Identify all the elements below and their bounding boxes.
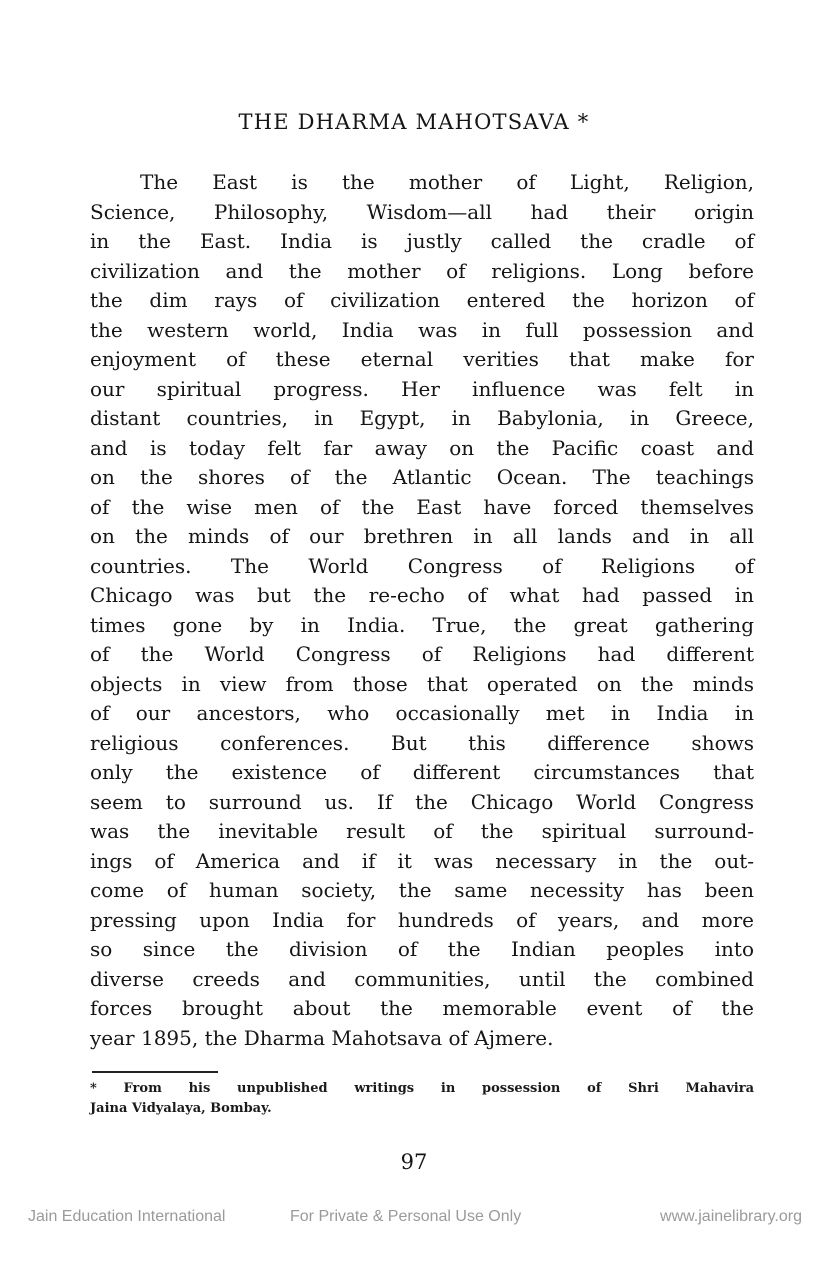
body-line: of the World Congress of Religions had different [90,642,754,666]
body-line: objects in view from those that operated on the minds [90,671,754,696]
body-line: and is today felt far away on the Pacific coast and [90,435,754,460]
body-line: pressing upon India for hundreds of years, and more [90,907,754,932]
body-line: our spiritual progress. Her influence was felt in [90,376,754,401]
body-line: diverse creeds and communities, until the combined [90,966,754,991]
body-line: civilization and the mother of religions. Long before [90,258,754,283]
chapter-title: THE DHARMA MAHOTSAVA * [238,110,590,134]
body-line: countries. The World Congress of Religions of [90,553,754,578]
footnote-rule [92,1071,218,1073]
footer-website: www.jainelibrary.org [660,1208,802,1225]
body-line: of the wise men of the East have forced themselves [90,494,754,519]
body-line: distant countries, in Egypt, in Babylonia, in Greece, [90,406,754,430]
body-line: Chicago was but the re-echo of what had passed in [90,583,754,607]
body-line: the western world, India was in full possession and [90,317,754,342]
footer [0,1208,828,1232]
footnote-line: Jaina Vidyalaya, Bombay. [90,1101,272,1116]
body-line: the dim rays of civilization entered the horizon of [90,288,754,312]
body-line: come of human society, the same necessity has been [90,878,754,902]
body-line: Science, Philosophy, Wisdom—all had their origin [90,199,754,224]
body-line: forces brought about the memorable event of the [90,996,754,1020]
body-line: times gone by in India. True, the great gathering [90,612,754,637]
footnote [90,1079,754,1119]
body-line: The East is the mother of Light, Religion, [140,170,754,194]
body-text [90,168,754,1053]
footer-publisher: Jain Education International [28,1208,226,1225]
body-line: enjoyment of these eternal verities that make for [90,347,754,371]
body-line: of our ancestors, who occasionally met in India in [90,701,754,725]
body-line: on the shores of the Atlantic Ocean. The teachings [90,465,754,489]
body-line: ings of America and if it was necessary in the out- [90,848,754,873]
body-line: only the existence of different circumstances that [90,760,754,784]
page-number: 97 [400,1150,428,1174]
body-line: on the minds of our brethren in all lands and in all [90,524,754,548]
footnote-line: * From his unpublished writings in possession of Shri Mahavira [90,1081,754,1096]
body-line: seem to surround us. If the Chicago World Congress [90,789,754,814]
body-line: in the East. India is justly called the cradle of [90,229,754,253]
body-line: was the inevitable result of the spiritual surround- [90,819,754,843]
body-line: religious conferences. But this difference shows [90,730,754,755]
body-line: so since the division of the Indian peoples into [90,937,754,961]
footer-usage-note: For Private & Personal Use Only [290,1208,522,1225]
body-line: year 1895, the Dharma Mahotsava of Ajmere. [90,1025,554,1050]
